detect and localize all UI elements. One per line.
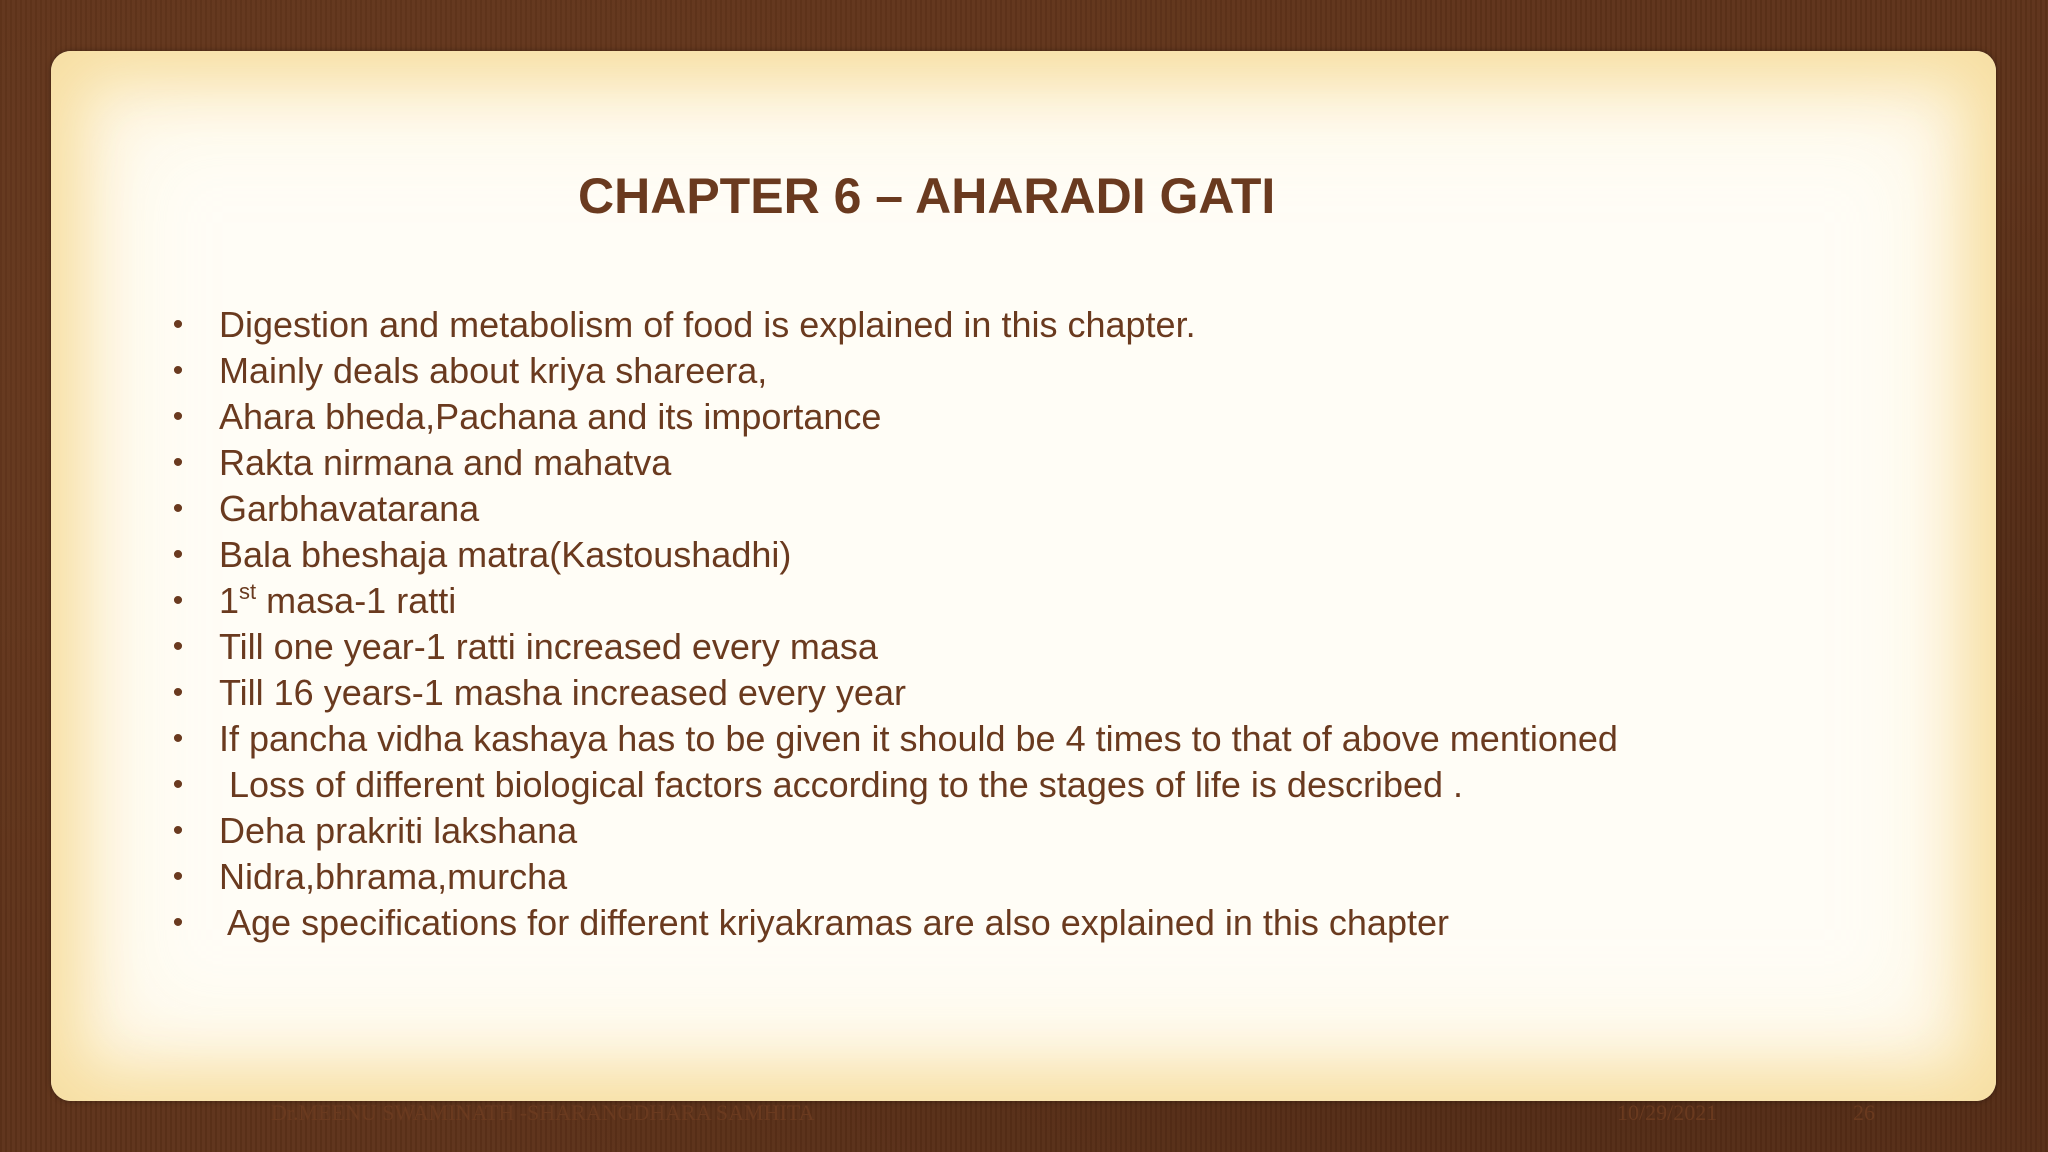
bullet-text: Nidra,bhrama,murcha [219, 856, 568, 897]
ordinal-suffix: st [239, 579, 257, 604]
bullet-text: Ahara bheda,Pachana and its importance [219, 396, 882, 437]
slide-title: CHAPTER 6 – AHARADI GATI [578, 168, 1276, 224]
bullet-text: If pancha vidha kashaya has to be given it should be 4 times to that of above mentioned [219, 718, 1618, 759]
slide [51, 51, 1996, 1125]
bullet-item [169, 486, 1618, 532]
bullet-item [169, 348, 1618, 394]
bullet-text: Till 16 years-1 masha increased every year [219, 672, 906, 713]
bullet-icon: • [172, 630, 184, 663]
bullet-text-rest: masa-1 ratti [256, 580, 457, 621]
bullet-icon: • [172, 308, 184, 341]
ordinal-number: 1 [219, 580, 240, 621]
bullet-icon: • [172, 676, 184, 709]
bullet-text: Digestion and metabolism of food is explained in this chapter. [219, 304, 1196, 345]
bullet-text: Bala bheshaja matra(Kastoushadhi) [219, 534, 792, 575]
bullet-item [169, 532, 1618, 578]
bullet-text: Loss of different biological factors according to the stages of life is described . [219, 764, 1464, 805]
bullet-text: Till one year-1 ratti increased every masa [219, 626, 878, 667]
bullet-icon: • [172, 492, 184, 525]
bullet-icon: • [172, 814, 184, 847]
bullet-icon: • [172, 860, 184, 893]
bullet-text: Rakta nirmana and mahatva [219, 442, 672, 483]
bullet-item [169, 440, 1618, 486]
bullet-icon: • [172, 446, 184, 479]
bullet-item [169, 394, 1618, 440]
bullet-text: Age specifications for different kriyakramas are also explained in this chapter [219, 902, 1449, 943]
bullet-item [169, 670, 1618, 716]
bullet-item [169, 900, 1618, 946]
footer-author: Dr.MEENU SWAMINATH -SHARANGDHARA SAMHITA [271, 1100, 815, 1125]
bullet-icon: • [172, 400, 184, 433]
bullet-item [169, 854, 1618, 900]
bullet-icon: • [172, 906, 184, 939]
bullet-text: Mainly deals about kriya shareera, [219, 350, 768, 391]
bullet-item [169, 762, 1618, 808]
bullet-text [219, 580, 456, 621]
bullet-icon: • [172, 584, 184, 617]
bullet-icon: • [172, 722, 184, 755]
bullet-text: Garbhavatarana [219, 488, 480, 529]
bullet-icon: • [172, 768, 184, 801]
bullet-icon: • [172, 538, 184, 571]
bullet-icon: • [172, 354, 184, 387]
bullet-item [169, 302, 1618, 348]
bullet-item [169, 808, 1618, 854]
bullet-item [169, 624, 1618, 670]
bullet-item [169, 716, 1618, 762]
bullet-text: Deha prakriti lakshana [219, 810, 578, 851]
bullet-item [169, 578, 1618, 624]
bullet-list [169, 302, 1618, 946]
slide-number: 26 [1853, 1100, 1875, 1125]
footer-date: 10/29/2021 [1617, 1100, 1718, 1125]
